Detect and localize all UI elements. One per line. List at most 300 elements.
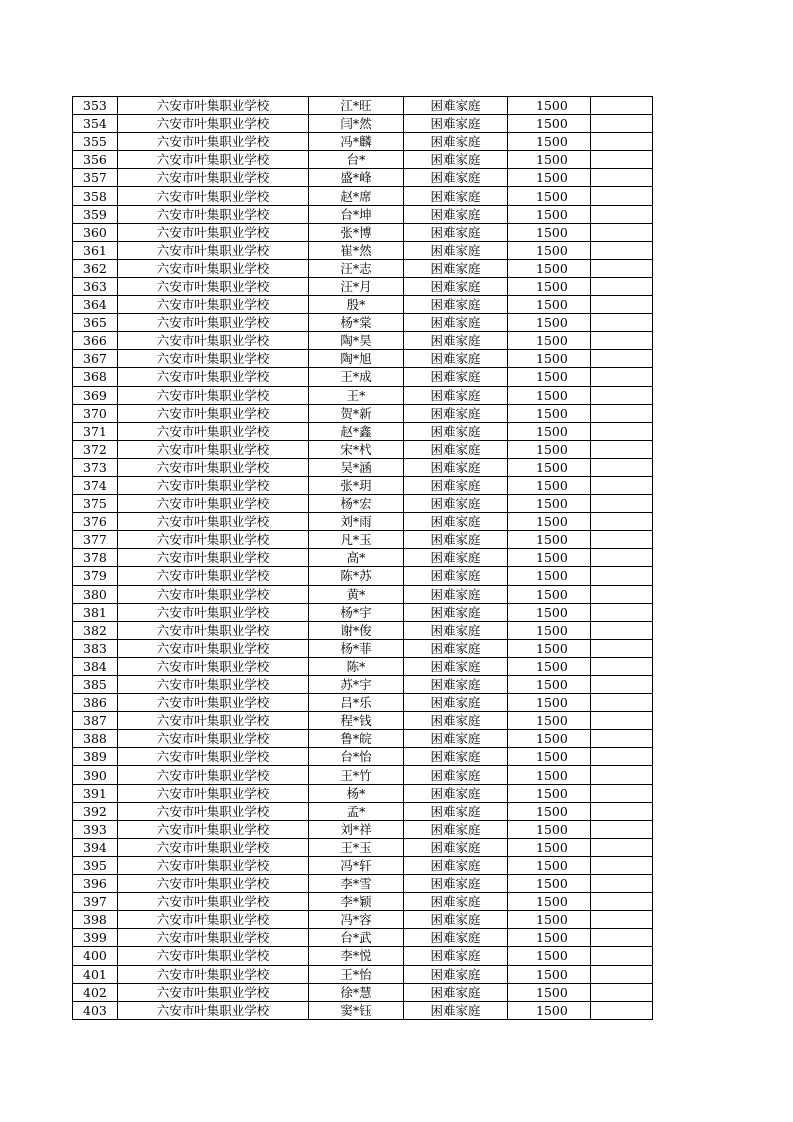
aid-amount: 1500 <box>508 187 591 205</box>
row-number: 378 <box>73 549 118 567</box>
aid-amount: 1500 <box>508 151 591 169</box>
table-row <box>73 983 653 1001</box>
row-number: 380 <box>73 585 118 603</box>
student-name: 台* <box>309 151 404 169</box>
school-name: 六安市叶集职业学校 <box>118 694 309 712</box>
school-name: 六安市叶集职业学校 <box>118 603 309 621</box>
table-row <box>73 567 653 585</box>
aid-amount: 1500 <box>508 115 591 133</box>
row-number: 373 <box>73 458 118 476</box>
aid-amount: 1500 <box>508 277 591 295</box>
aid-amount: 1500 <box>508 730 591 748</box>
table-row <box>73 730 653 748</box>
aid-category: 困难家庭 <box>404 621 508 639</box>
aid-category: 困难家庭 <box>404 730 508 748</box>
aid-category: 困难家庭 <box>404 458 508 476</box>
aid-amount: 1500 <box>508 766 591 784</box>
row-number: 381 <box>73 603 118 621</box>
remark-cell <box>591 784 653 802</box>
aid-amount: 1500 <box>508 549 591 567</box>
remark-cell <box>591 314 653 332</box>
aid-category: 困难家庭 <box>404 784 508 802</box>
table-row <box>73 802 653 820</box>
table-row <box>73 766 653 784</box>
row-number: 369 <box>73 386 118 404</box>
table-row <box>73 585 653 603</box>
table-row <box>73 748 653 766</box>
aid-amount: 1500 <box>508 133 591 151</box>
school-name: 六安市叶集职业学校 <box>118 838 309 856</box>
remark-cell <box>591 513 653 531</box>
school-name: 六安市叶集职业学校 <box>118 97 309 115</box>
row-number: 397 <box>73 893 118 911</box>
school-name: 六安市叶集职业学校 <box>118 314 309 332</box>
row-number: 383 <box>73 639 118 657</box>
remark-cell <box>591 223 653 241</box>
aid-amount: 1500 <box>508 97 591 115</box>
aid-category: 困难家庭 <box>404 440 508 458</box>
school-name: 六安市叶集职业学校 <box>118 730 309 748</box>
aid-amount: 1500 <box>508 621 591 639</box>
student-name: 徐*慧 <box>309 983 404 1001</box>
table-row <box>73 657 653 675</box>
student-name: 陶*旭 <box>309 350 404 368</box>
aid-amount: 1500 <box>508 404 591 422</box>
remark-cell <box>591 187 653 205</box>
table-row <box>73 784 653 802</box>
table-row <box>73 133 653 151</box>
student-name: 闫*然 <box>309 115 404 133</box>
student-name: 台*怡 <box>309 748 404 766</box>
student-name: 张*玥 <box>309 476 404 494</box>
aid-amount: 1500 <box>508 386 591 404</box>
school-name: 六安市叶集职业学校 <box>118 169 309 187</box>
school-name: 六安市叶集职业学校 <box>118 1001 309 1019</box>
student-name: 江*旺 <box>309 97 404 115</box>
aid-amount: 1500 <box>508 241 591 259</box>
student-name: 陈* <box>309 657 404 675</box>
school-name: 六安市叶集职业学校 <box>118 296 309 314</box>
remark-cell <box>591 241 653 259</box>
school-name: 六安市叶集职业学校 <box>118 133 309 151</box>
aid-category: 困难家庭 <box>404 169 508 187</box>
student-name: 杨*宇 <box>309 603 404 621</box>
student-name: 高* <box>309 549 404 567</box>
aid-amount: 1500 <box>508 784 591 802</box>
school-name: 六安市叶集职业学校 <box>118 929 309 947</box>
aid-amount: 1500 <box>508 838 591 856</box>
student-name: 王*玉 <box>309 838 404 856</box>
student-name: 崔*然 <box>309 241 404 259</box>
remark-cell <box>591 766 653 784</box>
remark-cell <box>591 947 653 965</box>
row-number: 358 <box>73 187 118 205</box>
aid-category: 困难家庭 <box>404 277 508 295</box>
aid-category: 困难家庭 <box>404 350 508 368</box>
student-name: 张*博 <box>309 223 404 241</box>
student-name: 刘*雨 <box>309 513 404 531</box>
roster-table <box>72 96 653 1020</box>
row-number: 363 <box>73 277 118 295</box>
remark-cell <box>591 404 653 422</box>
row-number: 387 <box>73 712 118 730</box>
aid-amount: 1500 <box>508 712 591 730</box>
row-number: 392 <box>73 802 118 820</box>
aid-amount: 1500 <box>508 676 591 694</box>
remark-cell <box>591 676 653 694</box>
remark-cell <box>591 458 653 476</box>
remark-cell <box>591 277 653 295</box>
aid-category: 困难家庭 <box>404 223 508 241</box>
row-number: 400 <box>73 947 118 965</box>
student-name: 李*雪 <box>309 875 404 893</box>
table-row <box>73 911 653 929</box>
remark-cell <box>591 495 653 513</box>
aid-category: 困难家庭 <box>404 567 508 585</box>
remark-cell <box>591 133 653 151</box>
aid-category: 困难家庭 <box>404 748 508 766</box>
student-name: 台*武 <box>309 929 404 947</box>
table-row <box>73 513 653 531</box>
row-number: 395 <box>73 856 118 874</box>
row-number: 384 <box>73 657 118 675</box>
aid-amount: 1500 <box>508 911 591 929</box>
table-row <box>73 893 653 911</box>
table-row <box>73 875 653 893</box>
row-number: 356 <box>73 151 118 169</box>
row-number: 401 <box>73 965 118 983</box>
table-row <box>73 277 653 295</box>
school-name: 六安市叶集职业学校 <box>118 332 309 350</box>
row-number: 403 <box>73 1001 118 1019</box>
school-name: 六安市叶集职业学校 <box>118 151 309 169</box>
row-number: 388 <box>73 730 118 748</box>
table-row <box>73 205 653 223</box>
row-number: 364 <box>73 296 118 314</box>
student-name: 刘*祥 <box>309 820 404 838</box>
row-number: 362 <box>73 259 118 277</box>
aid-category: 困难家庭 <box>404 911 508 929</box>
row-number: 367 <box>73 350 118 368</box>
row-number: 372 <box>73 440 118 458</box>
student-name: 殷* <box>309 296 404 314</box>
aid-category: 困难家庭 <box>404 639 508 657</box>
school-name: 六安市叶集职业学校 <box>118 350 309 368</box>
aid-amount: 1500 <box>508 332 591 350</box>
school-name: 六安市叶集职业学校 <box>118 476 309 494</box>
table-row <box>73 820 653 838</box>
row-number: 360 <box>73 223 118 241</box>
remark-cell <box>591 965 653 983</box>
school-name: 六安市叶集职业学校 <box>118 440 309 458</box>
row-number: 398 <box>73 911 118 929</box>
aid-amount: 1500 <box>508 603 591 621</box>
table-row <box>73 856 653 874</box>
aid-category: 困难家庭 <box>404 712 508 730</box>
aid-amount: 1500 <box>508 440 591 458</box>
roster-body <box>73 97 653 1020</box>
remark-cell <box>591 205 653 223</box>
aid-amount: 1500 <box>508 694 591 712</box>
remark-cell <box>591 97 653 115</box>
aid-amount: 1500 <box>508 458 591 476</box>
aid-amount: 1500 <box>508 929 591 947</box>
aid-category: 困难家庭 <box>404 205 508 223</box>
aid-category: 困难家庭 <box>404 259 508 277</box>
student-name: 苏*宇 <box>309 676 404 694</box>
aid-amount: 1500 <box>508 748 591 766</box>
student-name: 汪*月 <box>309 277 404 295</box>
table-row <box>73 422 653 440</box>
aid-amount: 1500 <box>508 965 591 983</box>
aid-category: 困难家庭 <box>404 332 508 350</box>
row-number: 368 <box>73 368 118 386</box>
school-name: 六安市叶集职业学校 <box>118 965 309 983</box>
table-row <box>73 404 653 422</box>
school-name: 六安市叶集职业学校 <box>118 947 309 965</box>
school-name: 六安市叶集职业学校 <box>118 657 309 675</box>
row-number: 353 <box>73 97 118 115</box>
aid-category: 困难家庭 <box>404 838 508 856</box>
aid-category: 困难家庭 <box>404 657 508 675</box>
school-name: 六安市叶集职业学校 <box>118 784 309 802</box>
aid-amount: 1500 <box>508 585 591 603</box>
row-number: 391 <box>73 784 118 802</box>
student-name: 台*坤 <box>309 205 404 223</box>
table-row <box>73 531 653 549</box>
aid-amount: 1500 <box>508 495 591 513</box>
aid-category: 困难家庭 <box>404 241 508 259</box>
aid-category: 困难家庭 <box>404 766 508 784</box>
row-number: 394 <box>73 838 118 856</box>
row-number: 376 <box>73 513 118 531</box>
row-number: 390 <box>73 766 118 784</box>
row-number: 399 <box>73 929 118 947</box>
student-name: 王*成 <box>309 368 404 386</box>
remark-cell <box>591 440 653 458</box>
student-name: 黄* <box>309 585 404 603</box>
aid-category: 困难家庭 <box>404 404 508 422</box>
student-name: 孟* <box>309 802 404 820</box>
school-name: 六安市叶集职业学校 <box>118 368 309 386</box>
aid-amount: 1500 <box>508 856 591 874</box>
table-row <box>73 603 653 621</box>
aid-amount: 1500 <box>508 350 591 368</box>
row-number: 379 <box>73 567 118 585</box>
student-name: 盛*峰 <box>309 169 404 187</box>
student-name: 王* <box>309 386 404 404</box>
table-row <box>73 169 653 187</box>
school-name: 六安市叶集职业学校 <box>118 856 309 874</box>
table-row <box>73 476 653 494</box>
remark-cell <box>591 983 653 1001</box>
row-number: 355 <box>73 133 118 151</box>
school-name: 六安市叶集职业学校 <box>118 115 309 133</box>
student-name: 吕*乐 <box>309 694 404 712</box>
school-name: 六安市叶集职业学校 <box>118 259 309 277</box>
school-name: 六安市叶集职业学校 <box>118 241 309 259</box>
aid-category: 困难家庭 <box>404 947 508 965</box>
aid-amount: 1500 <box>508 1001 591 1019</box>
school-name: 六安市叶集职业学校 <box>118 531 309 549</box>
aid-category: 困难家庭 <box>404 856 508 874</box>
aid-category: 困难家庭 <box>404 802 508 820</box>
row-number: 393 <box>73 820 118 838</box>
remark-cell <box>591 151 653 169</box>
remark-cell <box>591 893 653 911</box>
aid-category: 困难家庭 <box>404 549 508 567</box>
table-row <box>73 386 653 404</box>
table-row <box>73 458 653 476</box>
row-number: 396 <box>73 875 118 893</box>
aid-amount: 1500 <box>508 639 591 657</box>
remark-cell <box>591 657 653 675</box>
remark-cell <box>591 712 653 730</box>
school-name: 六安市叶集职业学校 <box>118 712 309 730</box>
school-name: 六安市叶集职业学校 <box>118 983 309 1001</box>
table-row <box>73 694 653 712</box>
aid-category: 困难家庭 <box>404 531 508 549</box>
remark-cell <box>591 1001 653 1019</box>
row-number: 386 <box>73 694 118 712</box>
student-name: 杨*宏 <box>309 495 404 513</box>
school-name: 六安市叶集职业学校 <box>118 495 309 513</box>
student-name: 谢*俊 <box>309 621 404 639</box>
student-name: 杨*菲 <box>309 639 404 657</box>
school-name: 六安市叶集职业学校 <box>118 567 309 585</box>
school-name: 六安市叶集职业学校 <box>118 422 309 440</box>
remark-cell <box>591 639 653 657</box>
school-name: 六安市叶集职业学校 <box>118 639 309 657</box>
student-name: 程*钱 <box>309 712 404 730</box>
school-name: 六安市叶集职业学校 <box>118 404 309 422</box>
remark-cell <box>591 476 653 494</box>
aid-category: 困难家庭 <box>404 133 508 151</box>
school-name: 六安市叶集职业学校 <box>118 802 309 820</box>
aid-category: 困难家庭 <box>404 368 508 386</box>
aid-category: 困难家庭 <box>404 694 508 712</box>
student-name: 鲁*皖 <box>309 730 404 748</box>
table-row <box>73 151 653 169</box>
remark-cell <box>591 621 653 639</box>
student-name: 李*颖 <box>309 893 404 911</box>
remark-cell <box>591 368 653 386</box>
student-name: 陶*昊 <box>309 332 404 350</box>
school-name: 六安市叶集职业学校 <box>118 585 309 603</box>
aid-category: 困难家庭 <box>404 513 508 531</box>
aid-amount: 1500 <box>508 296 591 314</box>
aid-amount: 1500 <box>508 531 591 549</box>
aid-amount: 1500 <box>508 422 591 440</box>
row-number: 377 <box>73 531 118 549</box>
school-name: 六安市叶集职业学校 <box>118 820 309 838</box>
table-row <box>73 314 653 332</box>
table-row <box>73 621 653 639</box>
school-name: 六安市叶集职业学校 <box>118 205 309 223</box>
table-row <box>73 223 653 241</box>
remark-cell <box>591 549 653 567</box>
row-number: 359 <box>73 205 118 223</box>
aid-amount: 1500 <box>508 875 591 893</box>
table-row <box>73 838 653 856</box>
aid-category: 困难家庭 <box>404 603 508 621</box>
remark-cell <box>591 694 653 712</box>
table-row <box>73 639 653 657</box>
remark-cell <box>591 585 653 603</box>
remark-cell <box>591 802 653 820</box>
school-name: 六安市叶集职业学校 <box>118 748 309 766</box>
aid-category: 困难家庭 <box>404 893 508 911</box>
aid-category: 困难家庭 <box>404 983 508 1001</box>
aid-category: 困难家庭 <box>404 676 508 694</box>
student-name: 杨*棠 <box>309 314 404 332</box>
school-name: 六安市叶集职业学校 <box>118 766 309 784</box>
aid-category: 困难家庭 <box>404 187 508 205</box>
aid-category: 困难家庭 <box>404 875 508 893</box>
school-name: 六安市叶集职业学校 <box>118 911 309 929</box>
table-row <box>73 965 653 983</box>
row-number: 385 <box>73 676 118 694</box>
school-name: 六安市叶集职业学校 <box>118 875 309 893</box>
school-name: 六安市叶集职业学校 <box>118 893 309 911</box>
student-name: 凡*玉 <box>309 531 404 549</box>
student-name: 贺*新 <box>309 404 404 422</box>
table-row <box>73 241 653 259</box>
remark-cell <box>591 296 653 314</box>
school-name: 六安市叶集职业学校 <box>118 621 309 639</box>
aid-category: 困难家庭 <box>404 476 508 494</box>
remark-cell <box>591 567 653 585</box>
remark-cell <box>591 169 653 187</box>
row-number: 354 <box>73 115 118 133</box>
aid-category: 困难家庭 <box>404 115 508 133</box>
school-name: 六安市叶集职业学校 <box>118 676 309 694</box>
remark-cell <box>591 603 653 621</box>
table-row <box>73 187 653 205</box>
row-number: 365 <box>73 314 118 332</box>
table-row <box>73 549 653 567</box>
aid-category: 困难家庭 <box>404 151 508 169</box>
table-row <box>73 1001 653 1019</box>
table-row <box>73 296 653 314</box>
aid-amount: 1500 <box>508 476 591 494</box>
aid-amount: 1500 <box>508 947 591 965</box>
aid-category: 困难家庭 <box>404 929 508 947</box>
aid-amount: 1500 <box>508 983 591 1001</box>
aid-category: 困难家庭 <box>404 965 508 983</box>
student-name: 吴*涵 <box>309 458 404 476</box>
aid-amount: 1500 <box>508 205 591 223</box>
school-name: 六安市叶集职业学校 <box>118 277 309 295</box>
aid-amount: 1500 <box>508 567 591 585</box>
remark-cell <box>591 820 653 838</box>
student-name: 冯*容 <box>309 911 404 929</box>
aid-category: 困难家庭 <box>404 585 508 603</box>
student-name: 陈*苏 <box>309 567 404 585</box>
table-row <box>73 440 653 458</box>
aid-category: 困难家庭 <box>404 1001 508 1019</box>
table-row <box>73 332 653 350</box>
remark-cell <box>591 875 653 893</box>
remark-cell <box>591 259 653 277</box>
remark-cell <box>591 911 653 929</box>
remark-cell <box>591 748 653 766</box>
aid-amount: 1500 <box>508 314 591 332</box>
table-row <box>73 368 653 386</box>
student-name: 汪*志 <box>309 259 404 277</box>
aid-category: 困难家庭 <box>404 820 508 838</box>
aid-category: 困难家庭 <box>404 422 508 440</box>
